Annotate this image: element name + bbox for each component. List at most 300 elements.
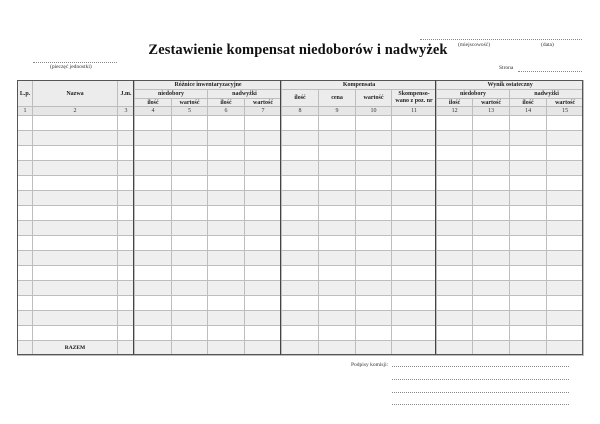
table-cell[interactable] [510,146,547,161]
table-cell[interactable] [319,191,356,206]
table-cell[interactable] [135,131,172,146]
header-value: wartość [245,99,282,107]
table-row [18,311,584,326]
table-cell[interactable] [437,281,473,296]
table-cell[interactable] [282,206,319,221]
table-body [18,116,584,356]
document-title: Zestawienie kompensat niedoborów i nadwyżek [148,42,448,58]
table-cell[interactable] [392,236,437,251]
table-cell[interactable] [319,131,356,146]
table-cell[interactable] [245,266,282,281]
table-cell[interactable] [392,281,437,296]
table-cell[interactable] [473,281,510,296]
col-number: 1 [18,107,33,116]
table-cell[interactable] [18,311,33,326]
total-cell[interactable] [208,341,245,356]
table-cell[interactable] [356,296,392,311]
table-cell[interactable] [208,296,245,311]
header-value: wartość [547,99,584,107]
table-cell[interactable] [356,116,392,131]
page-label: Strona [499,65,514,71]
table-cell[interactable] [547,236,584,251]
table-cell[interactable] [547,311,584,326]
table-cell[interactable] [208,266,245,281]
table-cell[interactable] [33,116,118,131]
table-cell[interactable] [392,131,437,146]
table-cell[interactable] [437,116,473,131]
table-cell[interactable] [510,131,547,146]
table-cell[interactable] [547,176,584,191]
table-cell[interactable] [33,281,118,296]
total-cell[interactable] [510,341,547,356]
table-cell[interactable] [473,191,510,206]
table-cell[interactable] [282,191,319,206]
table-cell[interactable] [208,236,245,251]
table-cell[interactable] [510,116,547,131]
total-cell[interactable] [356,341,392,356]
table-cell[interactable] [135,221,172,236]
table-cell[interactable] [18,161,33,176]
table-cell[interactable] [33,236,118,251]
table-cell[interactable] [208,326,245,341]
signatures-label: Podpisy komisji: [351,362,389,368]
table-cell[interactable] [282,161,319,176]
table-cell[interactable] [437,266,473,281]
table-cell[interactable] [118,266,135,281]
place-date-dotted-line[interactable] [420,39,582,40]
col-number: 5 [172,107,208,116]
table-cell[interactable] [356,251,392,266]
table-cell[interactable] [437,311,473,326]
table-cell[interactable] [33,131,118,146]
table-cell[interactable] [118,251,135,266]
table-cell[interactable] [18,146,33,161]
table-cell[interactable] [245,131,282,146]
table-cell[interactable] [282,236,319,251]
table-cell[interactable] [356,161,392,176]
table-cell[interactable] [510,236,547,251]
table-cell[interactable] [547,266,584,281]
table-cell[interactable] [510,221,547,236]
table-cell[interactable] [172,236,208,251]
table-cell[interactable] [172,191,208,206]
total-cell[interactable] [172,341,208,356]
table-cell[interactable] [18,116,33,131]
table-cell[interactable] [118,221,135,236]
table-cell[interactable] [473,161,510,176]
table-row [18,326,584,341]
header-diff-shortages: niedobory [135,90,208,99]
table-cell[interactable] [392,221,437,236]
signature-line[interactable] [392,379,569,380]
header-value: wartość [473,99,510,107]
header-qty: ilość [437,99,473,107]
table-cell[interactable] [282,131,319,146]
table-cell[interactable] [245,236,282,251]
col-number: 4 [135,107,172,116]
table-cell[interactable] [547,281,584,296]
table-cell[interactable] [510,266,547,281]
table-cell[interactable] [319,311,356,326]
table-cell[interactable] [437,326,473,341]
table-cell[interactable] [172,131,208,146]
table-cell[interactable] [18,221,33,236]
table-cell[interactable] [510,311,547,326]
table-cell[interactable] [282,296,319,311]
table-cell[interactable] [208,131,245,146]
table-cell[interactable] [510,326,547,341]
table-cell[interactable] [33,191,118,206]
table-cell[interactable] [135,296,172,311]
table-cell[interactable] [319,251,356,266]
table-cell[interactable] [392,206,437,221]
table-cell[interactable] [319,326,356,341]
table-cell[interactable] [473,116,510,131]
table-cell[interactable] [319,281,356,296]
total-cell[interactable] [437,341,473,356]
table-cell[interactable] [208,146,245,161]
table-cell[interactable] [208,116,245,131]
table-cell[interactable] [510,176,547,191]
table-cell[interactable] [18,296,33,311]
table-cell[interactable] [437,251,473,266]
table-cell[interactable] [356,236,392,251]
table-cell[interactable] [18,236,33,251]
table-cell[interactable] [392,326,437,341]
table-cell[interactable] [282,116,319,131]
table-cell[interactable] [33,311,118,326]
table-cell[interactable] [356,206,392,221]
table-cell[interactable] [245,161,282,176]
table-cell[interactable] [135,326,172,341]
table-cell[interactable] [245,146,282,161]
table-cell[interactable] [245,116,282,131]
table-cell[interactable] [547,146,584,161]
col-number: 11 [392,107,437,116]
table-cell[interactable] [172,251,208,266]
table-cell[interactable] [437,176,473,191]
table-cell[interactable] [356,311,392,326]
table-cell[interactable] [392,191,437,206]
signature-line[interactable] [392,404,569,405]
table-cell[interactable] [356,221,392,236]
table-cell[interactable] [245,311,282,326]
header-final-result: Wynik ostateczny [437,81,584,90]
total-cell[interactable] [473,341,510,356]
table-cell[interactable] [118,296,135,311]
table-cell[interactable] [33,326,118,341]
table-cell[interactable] [392,146,437,161]
table-cell[interactable] [437,146,473,161]
table-cell[interactable] [392,266,437,281]
col-number: 9 [319,107,356,116]
col-number: 14 [510,107,547,116]
table-cell[interactable] [245,221,282,236]
table-cell[interactable] [245,296,282,311]
col-number: 12 [437,107,473,116]
col-number: 7 [245,107,282,116]
table-cell[interactable] [473,326,510,341]
table-cell[interactable] [282,311,319,326]
header-qty: ilość [135,99,172,107]
table-cell[interactable] [392,161,437,176]
table-cell[interactable] [245,176,282,191]
table-cell[interactable] [319,161,356,176]
table-cell[interactable] [437,296,473,311]
header-diff-surpluses: nadwyżki [208,90,282,99]
table-cell[interactable] [208,221,245,236]
table-cell[interactable] [135,311,172,326]
header-inventory-diff: Różnice inwentaryzacyjne [135,81,282,90]
table-cell[interactable] [208,191,245,206]
table-row [18,251,584,266]
table-cell[interactable] [208,281,245,296]
table-row [18,146,584,161]
table-cell[interactable] [118,311,135,326]
total-cell[interactable] [18,341,33,356]
header-compensated-with: Skompenso-wano z poz. nr [392,90,437,107]
table-cell[interactable] [319,221,356,236]
table-cell[interactable] [282,326,319,341]
header-compensation: Kompensata [282,81,437,90]
table-cell[interactable] [118,236,135,251]
table-cell[interactable] [18,131,33,146]
table-cell[interactable] [118,326,135,341]
table-cell[interactable] [473,311,510,326]
col-number: 6 [208,107,245,116]
table-cell[interactable] [135,236,172,251]
table-cell[interactable] [245,326,282,341]
table-cell[interactable] [33,161,118,176]
table-cell[interactable] [172,176,208,191]
table-cell[interactable] [282,266,319,281]
table-cell[interactable] [392,116,437,131]
table-cell[interactable] [172,266,208,281]
table-cell[interactable] [547,116,584,131]
table-cell[interactable] [208,176,245,191]
table-cell[interactable] [118,131,135,146]
signature-line[interactable] [392,392,569,393]
table-cell[interactable] [392,311,437,326]
place-label: (miejscowość) [458,42,491,48]
page-dotted-line[interactable] [518,71,582,72]
header-name: Nazwa [33,81,118,107]
table-row [18,236,584,251]
table-cell[interactable] [437,191,473,206]
table-cell[interactable] [118,176,135,191]
table-cell[interactable] [172,221,208,236]
table-cell[interactable] [510,281,547,296]
table-cell[interactable] [33,206,118,221]
table-cell[interactable] [547,161,584,176]
table-cell[interactable] [33,146,118,161]
compensation-table [17,80,584,356]
table-row [18,161,584,176]
table-cell[interactable] [135,146,172,161]
table-cell[interactable] [473,206,510,221]
table-cell[interactable] [172,296,208,311]
date-label: (data) [541,42,554,48]
table-cell[interactable] [282,221,319,236]
table-cell[interactable] [208,251,245,266]
table-cell[interactable] [135,191,172,206]
table-cell[interactable] [356,176,392,191]
table-cell[interactable] [18,281,33,296]
table-cell[interactable] [172,326,208,341]
total-cell[interactable] [245,341,282,356]
header-qty: ilość [510,99,547,107]
table-row [18,206,584,221]
table-cell[interactable] [245,281,282,296]
table-cell[interactable] [245,251,282,266]
table-cell[interactable] [392,296,437,311]
table-cell[interactable] [118,206,135,221]
table-cell[interactable] [319,176,356,191]
total-cell[interactable] [135,341,172,356]
stamp-dotted-line[interactable] [33,62,117,63]
table-cell[interactable] [356,266,392,281]
table-cell[interactable] [547,251,584,266]
table-cell[interactable] [319,146,356,161]
table-cell[interactable] [510,191,547,206]
table-cell[interactable] [33,221,118,236]
table-cell[interactable] [18,326,33,341]
table-cell[interactable] [437,221,473,236]
table-cell[interactable] [172,281,208,296]
table-cell[interactable] [547,296,584,311]
table-cell[interactable] [282,281,319,296]
table-cell[interactable] [319,266,356,281]
table-cell[interactable] [282,251,319,266]
table-cell[interactable] [118,146,135,161]
table-cell[interactable] [319,296,356,311]
table-cell[interactable] [118,191,135,206]
total-row [18,341,584,356]
table-cell[interactable] [118,116,135,131]
col-number: 13 [473,107,510,116]
table-cell[interactable] [547,206,584,221]
table-cell[interactable] [547,326,584,341]
table-cell[interactable] [547,221,584,236]
table-row [18,116,584,131]
header-comp-price: cena [319,90,356,107]
table-cell[interactable] [319,206,356,221]
column-number-row [18,107,584,116]
total-cell[interactable] [282,341,319,356]
table-cell[interactable] [282,146,319,161]
table-cell[interactable] [18,206,33,221]
table-cell[interactable] [437,161,473,176]
table-cell[interactable] [547,131,584,146]
table-cell[interactable] [356,146,392,161]
header-lp: L.p. [18,81,33,107]
stamp-label: (pieczęć jednostki) [50,64,92,70]
table-cell[interactable] [319,236,356,251]
table-cell[interactable] [356,191,392,206]
table-cell[interactable] [473,131,510,146]
table-cell[interactable] [356,281,392,296]
table-cell[interactable] [18,191,33,206]
table-cell[interactable] [172,206,208,221]
table-cell[interactable] [18,266,33,281]
table-cell[interactable] [473,266,510,281]
table-cell[interactable] [172,116,208,131]
signature-line[interactable] [392,366,569,367]
table-cell[interactable] [33,176,118,191]
table-cell[interactable] [118,281,135,296]
table-cell[interactable] [547,191,584,206]
header-final-shortages: niedobory [437,90,510,99]
table-cell[interactable] [510,161,547,176]
table-cell[interactable] [319,116,356,131]
table-cell[interactable] [356,131,392,146]
table-cell[interactable] [135,266,172,281]
total-cell[interactable] [319,341,356,356]
table-row [18,131,584,146]
total-cell[interactable] [118,341,135,356]
table-cell[interactable] [172,311,208,326]
table-cell[interactable] [118,161,135,176]
table-cell[interactable] [135,281,172,296]
table-cell[interactable] [172,146,208,161]
table-cell[interactable] [33,296,118,311]
table-cell[interactable] [18,251,33,266]
total-cell[interactable] [392,341,437,356]
table-cell[interactable] [392,176,437,191]
total-label: RAZEM [33,341,118,356]
table-cell[interactable] [392,251,437,266]
table-cell[interactable] [208,206,245,221]
table-row [18,221,584,236]
total-cell[interactable] [547,341,584,356]
table-cell[interactable] [510,296,547,311]
table-cell[interactable] [245,206,282,221]
col-number: 8 [282,107,319,116]
table-cell[interactable] [473,251,510,266]
table-cell[interactable] [135,116,172,131]
table-cell[interactable] [510,206,547,221]
table-cell[interactable] [437,131,473,146]
table-cell[interactable] [172,161,208,176]
header-comp-qty: ilość [282,90,319,107]
table-cell[interactable] [135,161,172,176]
table-cell[interactable] [437,206,473,221]
table-cell[interactable] [473,296,510,311]
table-cell[interactable] [135,176,172,191]
table-row [18,176,584,191]
table-cell[interactable] [510,251,547,266]
table-cell[interactable] [356,326,392,341]
table-cell[interactable] [473,236,510,251]
table-cell[interactable] [135,251,172,266]
table-row [18,266,584,281]
table-cell[interactable] [33,266,118,281]
table-cell[interactable] [135,206,172,221]
col-number: 3 [118,107,135,116]
table-cell[interactable] [208,161,245,176]
table-cell[interactable] [473,221,510,236]
table-cell[interactable] [33,251,118,266]
col-number: 15 [547,107,584,116]
table-cell[interactable] [282,176,319,191]
table-cell[interactable] [473,176,510,191]
header-unit: J.m. [118,81,135,107]
table-cell[interactable] [208,311,245,326]
table-cell[interactable] [437,236,473,251]
table-cell[interactable] [245,191,282,206]
table-cell[interactable] [18,176,33,191]
table-cell[interactable] [473,146,510,161]
